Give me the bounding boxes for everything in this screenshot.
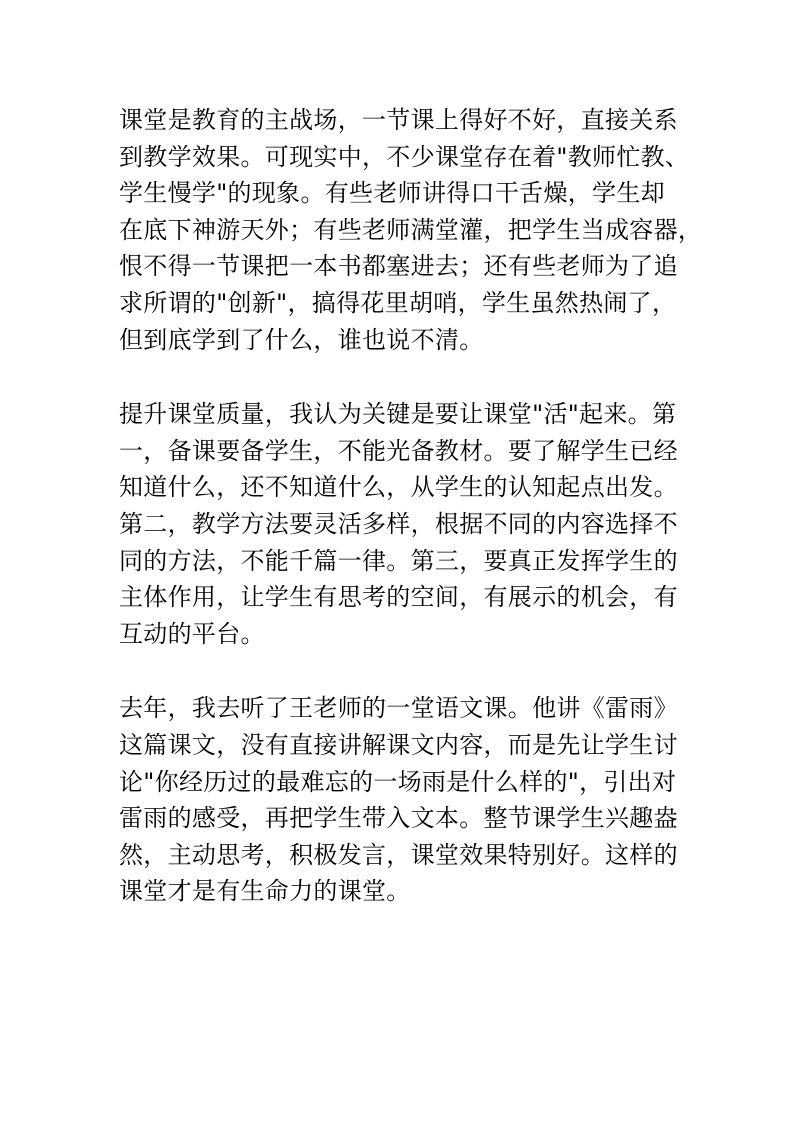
paragraph-line: 去年，我去听了王老师的一堂语文课。他讲《雷雨》 [119,694,678,723]
paragraph-line: 在底下神游天外；有些老师满堂灌，把学生当成容器， [119,215,703,244]
paragraph-line: 课堂才是有生命力的课堂。 [119,877,411,906]
paragraph-line: 互动的平台。 [119,619,265,648]
paragraph-2 [119,396,699,652]
paragraph-line: 课堂是教育的主战场，一节课上得好不好，直接关系 [119,106,678,134]
paragraph-line: 主体作用，让学生有思考的空间，有展示的机会，有 [119,583,678,612]
paragraph-line: 但到底学到了什么，谁也说不清。 [119,325,484,354]
paragraph-line: 论"你经历过的最难忘的一场雨是什么样的"，引出对 [119,767,677,796]
paragraph-3 [119,690,699,910]
paragraph-line: 雷雨的感受，再把学生带入文本。整节课学生兴趣盎 [119,804,678,833]
paragraph-line: 恨不得一节课把一本书都塞进去；还有些老师为了追 [119,252,678,281]
paragraph-line: 学生慢学"的现象。有些老师讲得口干舌燥，学生却 [119,179,665,208]
paragraph-line: 一，备课要备学生，不能光备教材。要了解学生已经 [119,436,678,465]
document-body [119,102,703,948]
paragraph-line: 提升课堂质量，我认为关键是要让课堂"活"起来。第 [119,400,677,429]
paragraph-line: 同的方法，不能千篇一律。第三，要真正发挥学生的 [119,546,678,575]
paragraph-line: 这篇课文，没有直接讲解课文内容，而是先让学生讨 [119,730,678,759]
paragraph-line: 第二，教学方法要灵活多样，根据不同的内容选择不 [119,509,678,538]
paragraph-line: 然，主动思考，积极发言，课堂效果特别好。这样的 [119,840,678,869]
paragraph-line: 知道什么，还不知道什么，从学生的认知起点出发。 [119,473,678,502]
paragraph-line: 求所谓的"创新"，搞得花里胡哨，学生虽然热闹了， [119,288,677,317]
paragraph-1 [119,102,703,358]
paragraph-line: 到教学效果。可现实中，不少课堂存在着"教师忙教、 [119,142,690,171]
